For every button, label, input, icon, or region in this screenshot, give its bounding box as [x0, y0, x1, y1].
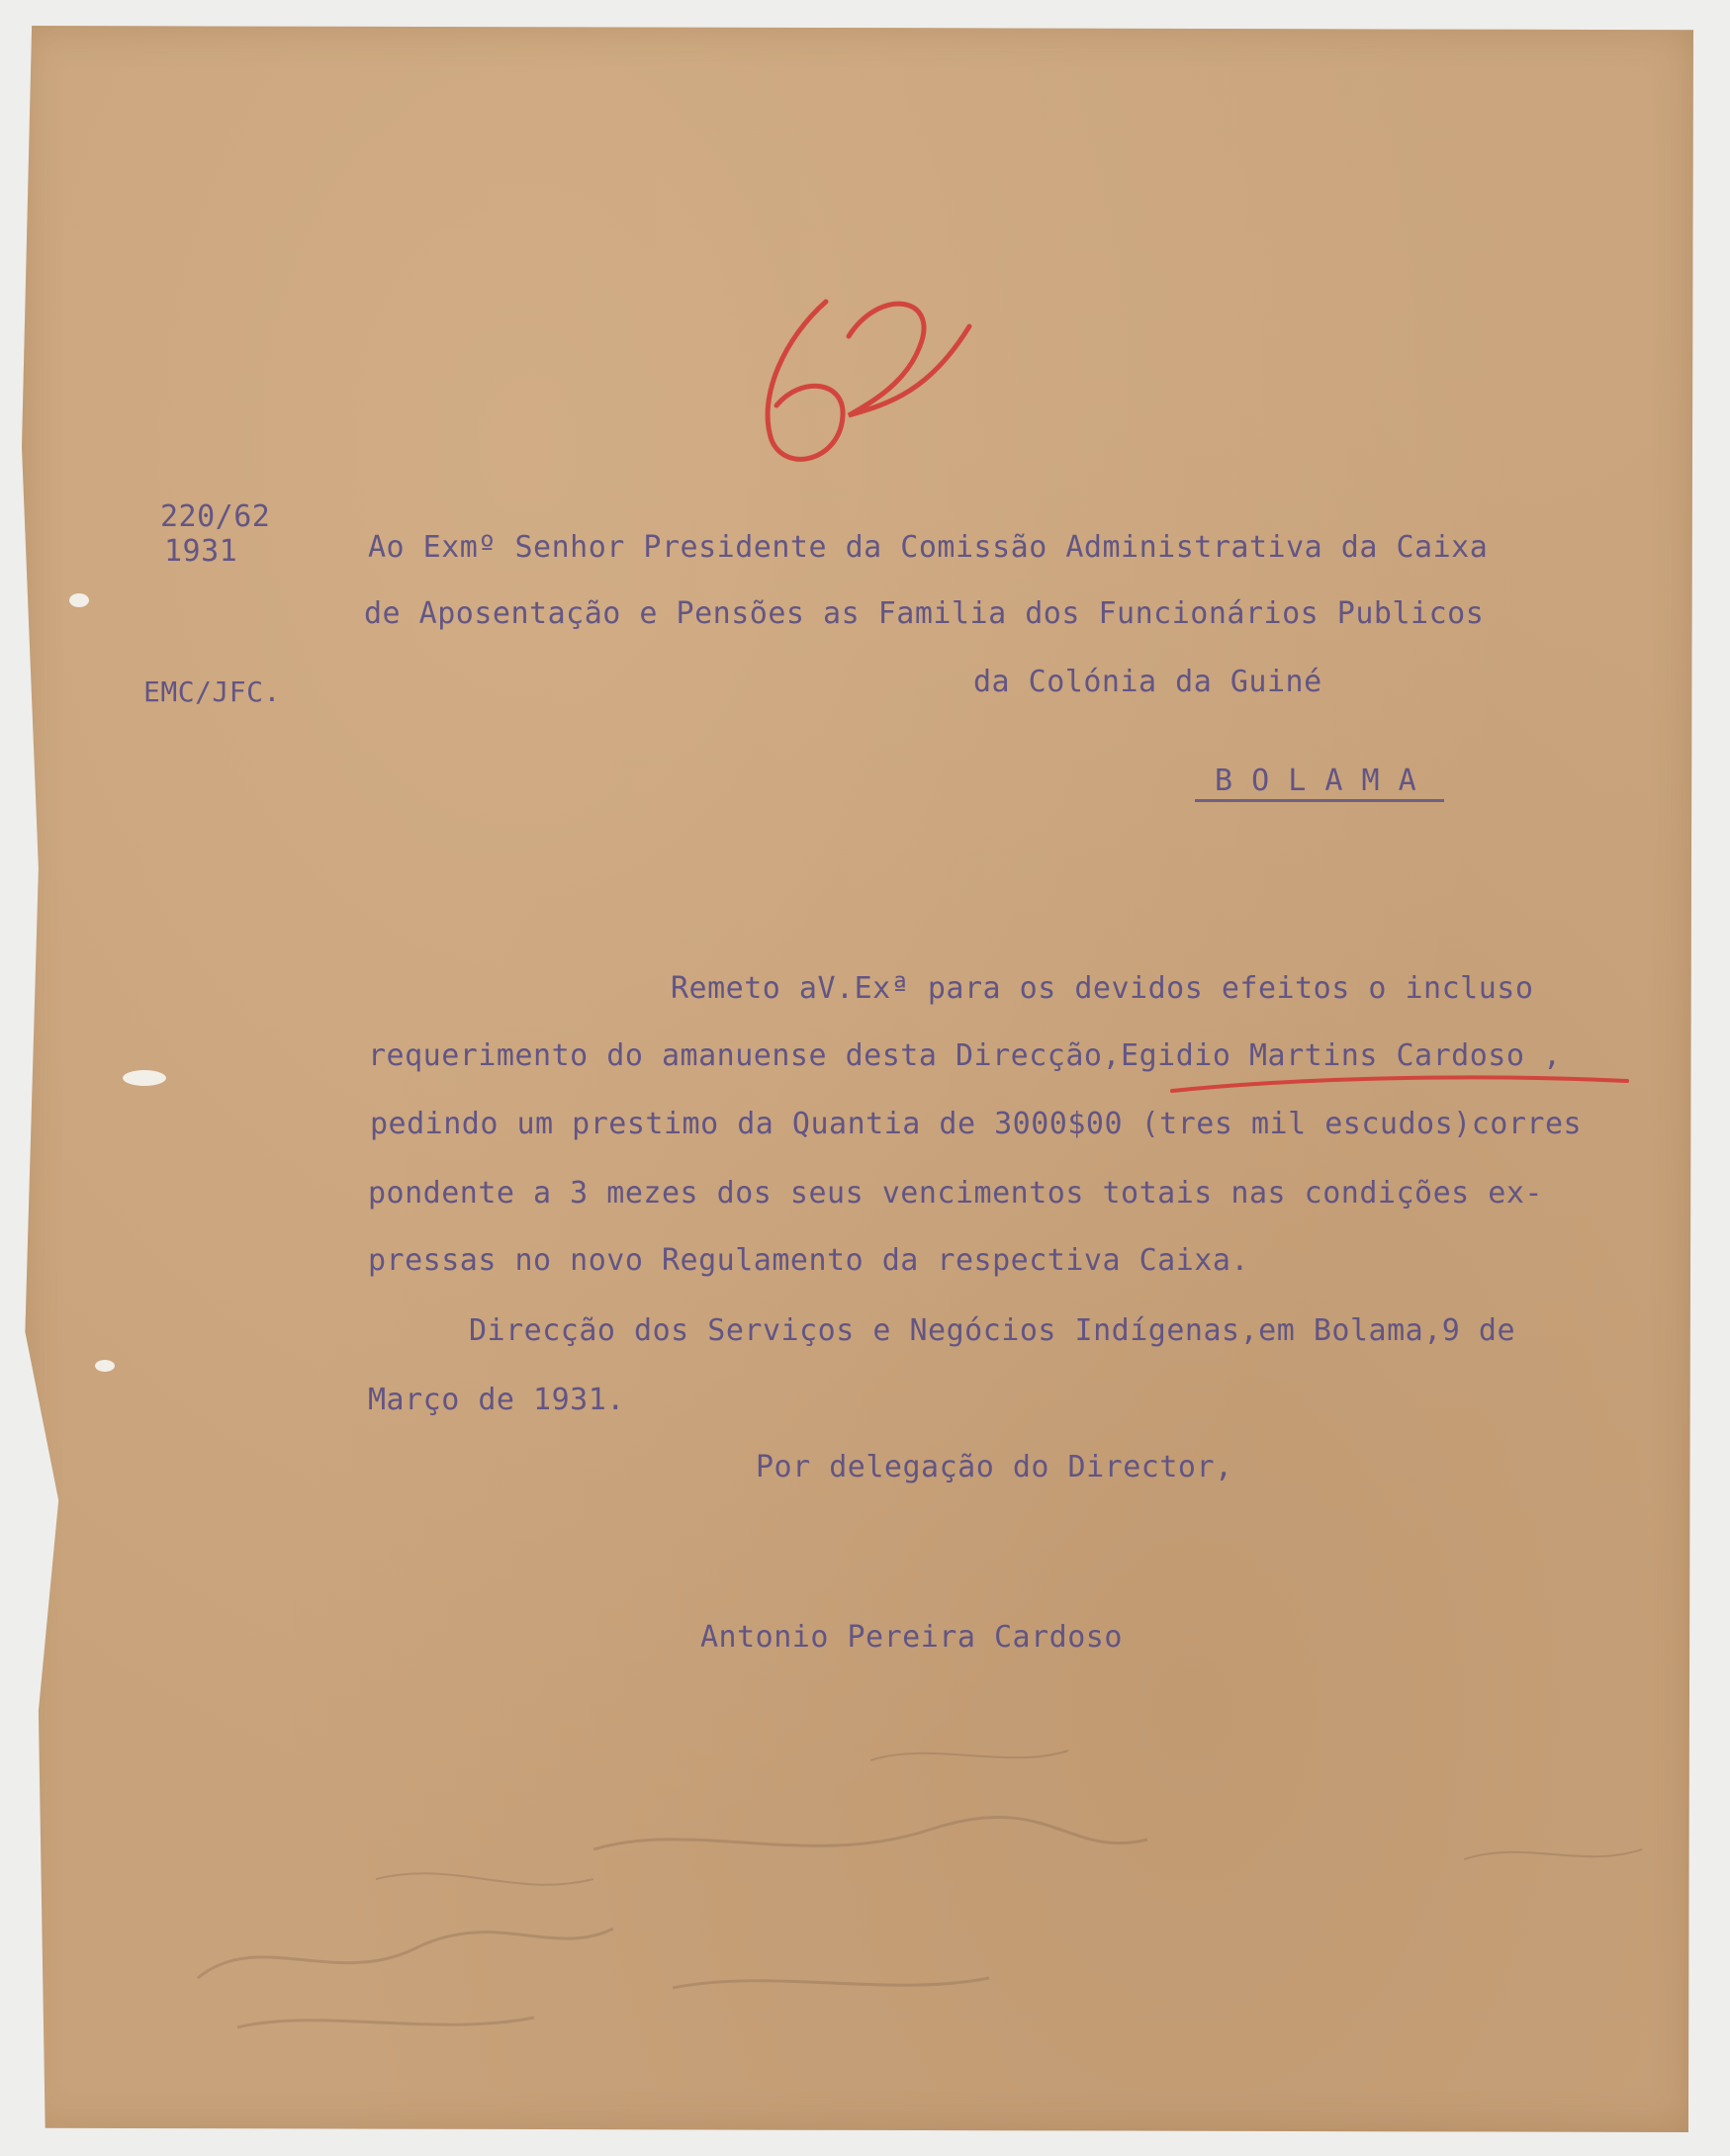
- reference-year: 1931: [164, 534, 238, 569]
- address-city: B O L A M A: [1215, 764, 1417, 798]
- closing-line-2: Março de 1931.: [368, 1383, 625, 1417]
- city-underline: [1195, 799, 1444, 802]
- body-line-3: pedindo um prestimo da Quantia de 3000$00 (tres mil escudos)corres: [370, 1107, 1583, 1141]
- address-line-2: de Aposentação e Pensões as Familia dos Funcionários Publicos: [364, 596, 1485, 631]
- bleed-through-handwriting: [178, 1731, 1662, 2057]
- closing-line-1: Direcção dos Serviços e Negócios Indígenas,em Bolama,9 de: [469, 1313, 1516, 1348]
- address-line-1: Ao Exmº Senhor Presidente da Comissão Administrativa da Caixa: [368, 530, 1489, 565]
- name-red-underline: [1167, 1071, 1632, 1101]
- reference-number: 220/62: [160, 499, 271, 534]
- punch-hole-bottom: [95, 1360, 115, 1372]
- folio-number-62-drawing: [732, 277, 989, 475]
- delegation-line: Por delegação do Director,: [756, 1450, 1233, 1484]
- red-pencil-stroke: [1167, 1071, 1632, 1101]
- punch-hole-middle: [123, 1070, 166, 1086]
- body-line-1: Remeto aV.Exª para os devidos efeitos o incluso: [671, 971, 1534, 1006]
- body-line-2: requerimento do amanuense desta Direcção,Egidio Martins Cardoso ,: [368, 1038, 1562, 1073]
- punch-hole-top: [69, 593, 89, 607]
- body-line-5: pressas no novo Regulamento da respectiva Caixa.: [368, 1243, 1249, 1278]
- body-line-4: pondente a 3 mezes dos seus vencimentos totais nas condições ex-: [368, 1176, 1543, 1211]
- signatory-name: Antonio Pereira Cardoso: [700, 1620, 1123, 1655]
- bleed-through-strokes: [178, 1731, 1662, 2057]
- folio-number-handwritten: [732, 277, 989, 475]
- address-line-3: da Colónia da Guiné: [973, 665, 1322, 699]
- reference-initials: EMC/JFC.: [143, 675, 281, 708]
